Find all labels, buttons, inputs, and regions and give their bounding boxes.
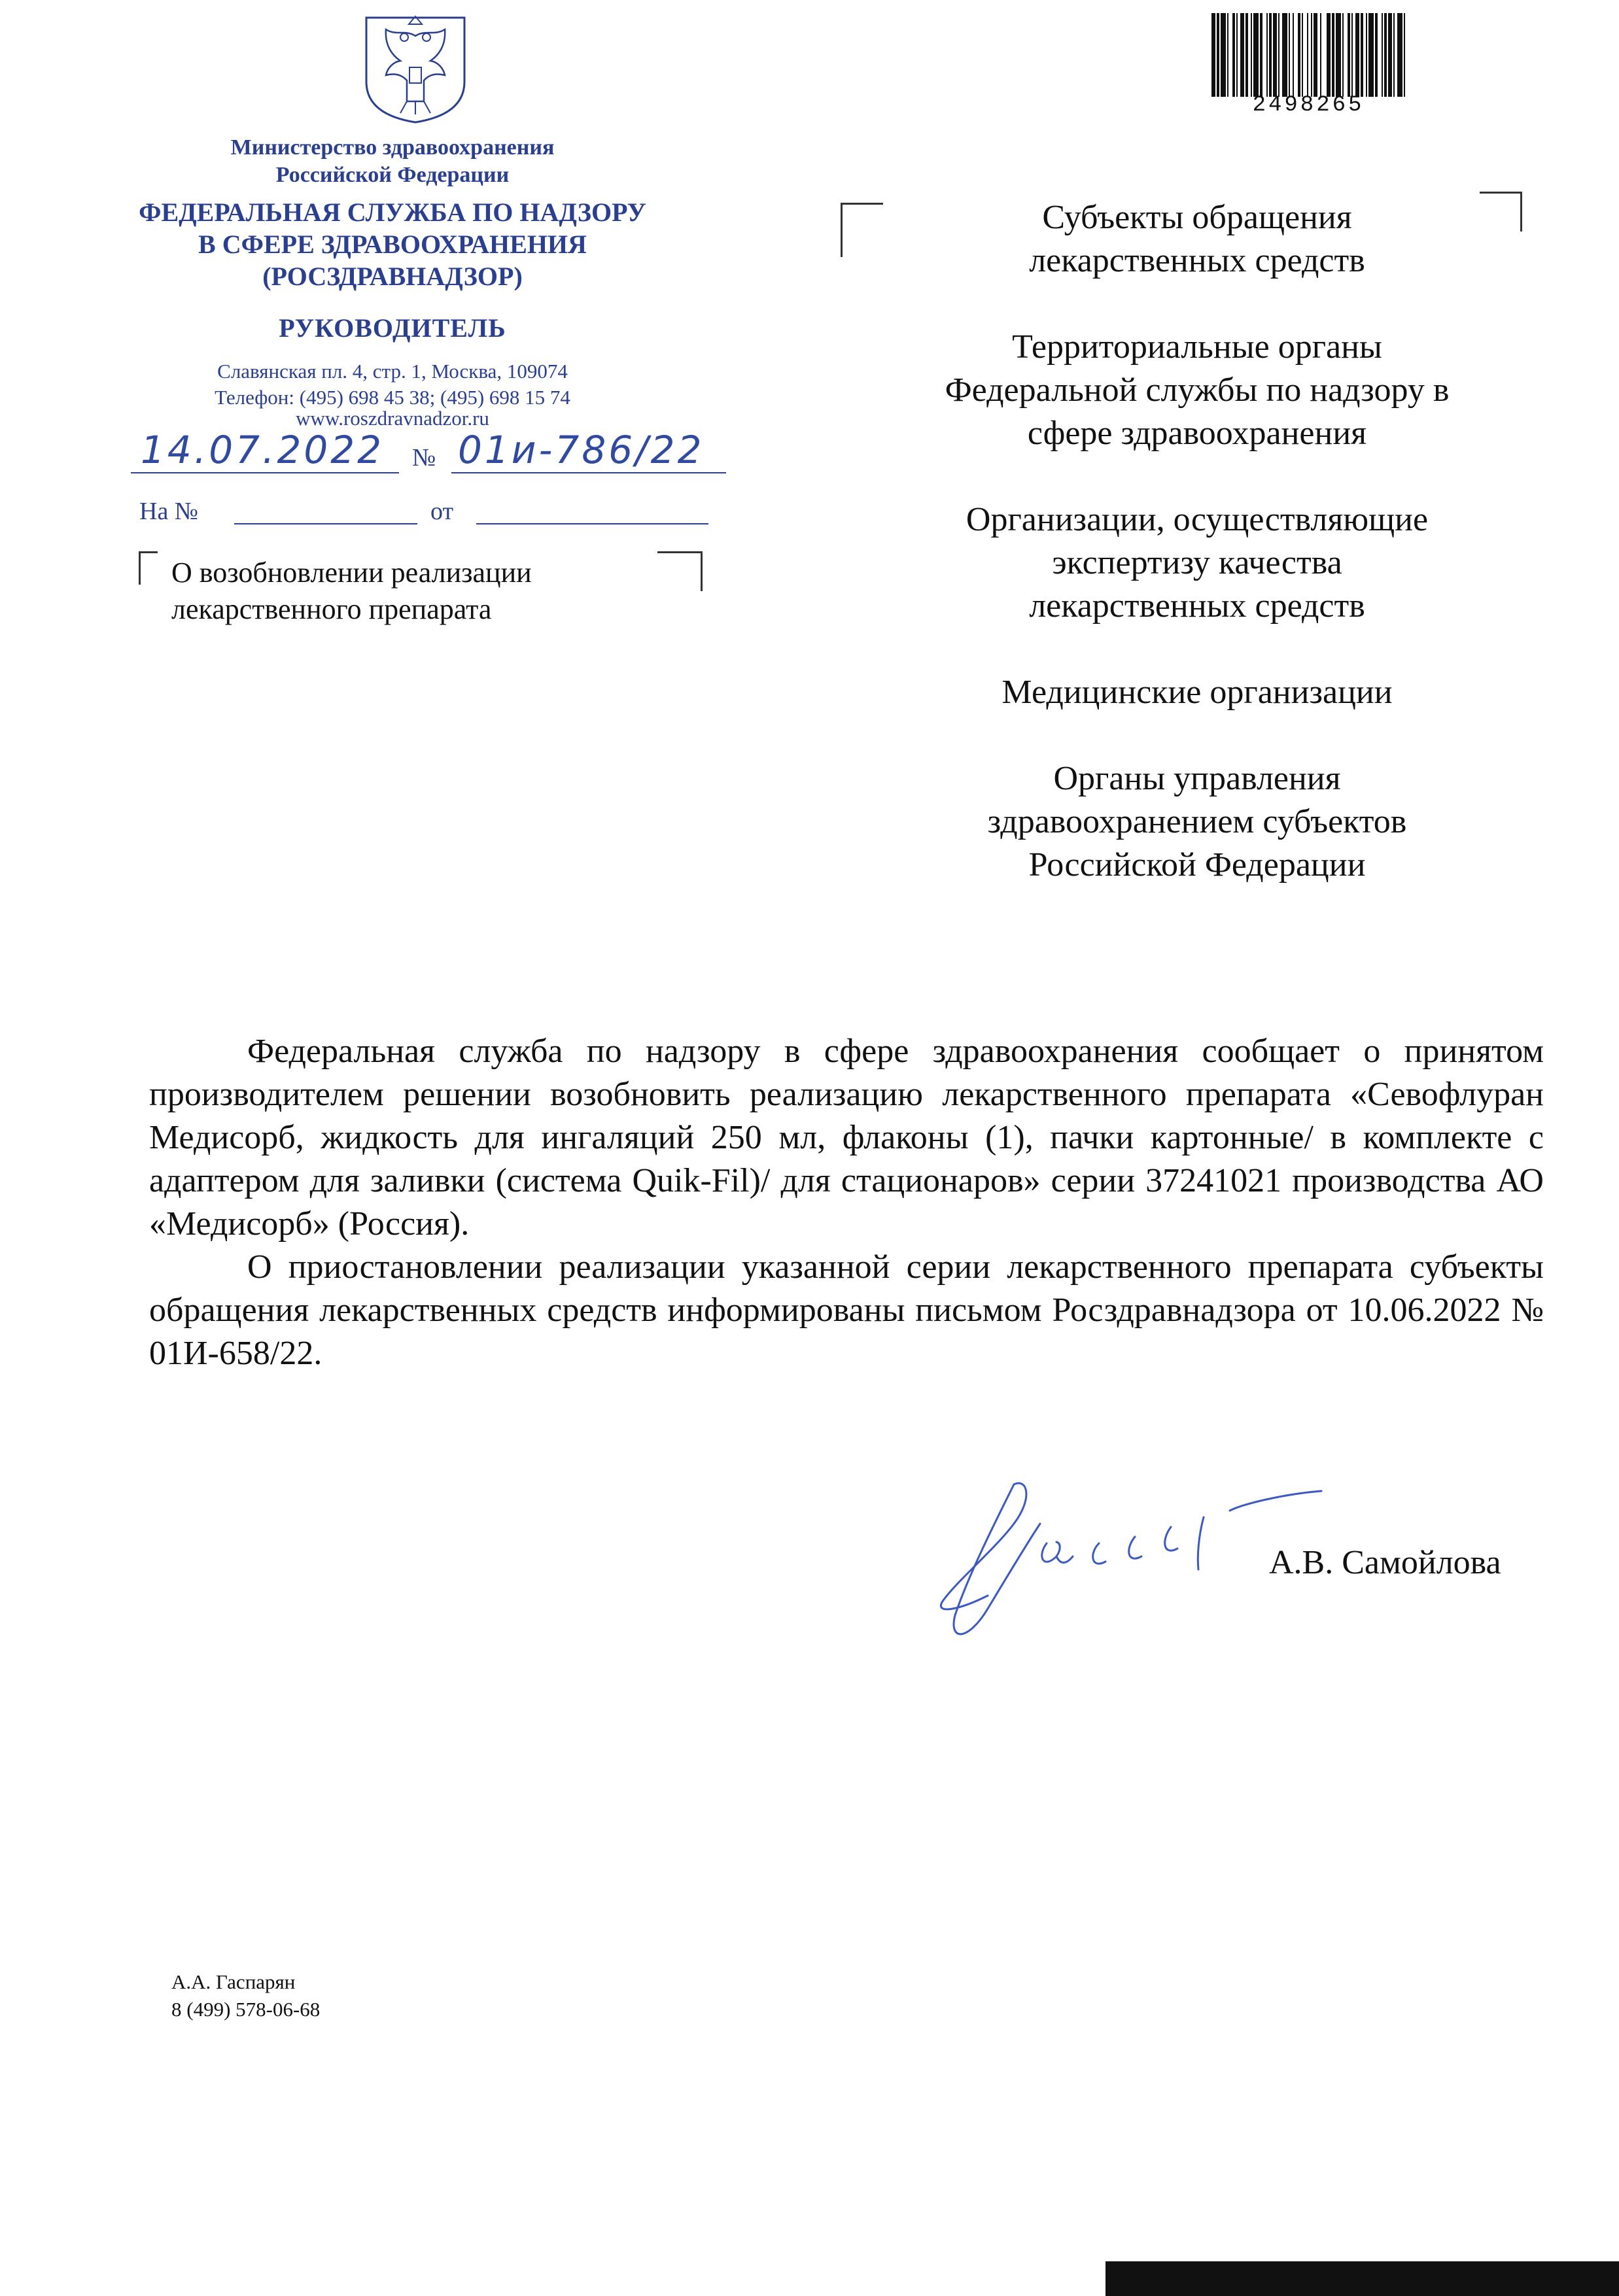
barcode-bar <box>1221 13 1226 97</box>
barcode-bar <box>1355 13 1359 97</box>
addressee-line: Медицинские организации <box>1001 674 1393 711</box>
barcode-bar <box>1293 13 1294 97</box>
barcode-bar <box>1320 13 1321 97</box>
addressee-block <box>863 196 1531 283</box>
addressee-line: здравоохранением субъектов <box>987 803 1407 840</box>
incoming-reference <box>139 497 715 530</box>
barcode-bar <box>1227 13 1228 97</box>
addressee-line: Организации, осуществляющие <box>966 501 1429 538</box>
barcode-bar <box>1393 13 1395 97</box>
barcode-bar <box>1332 13 1334 97</box>
barcode-bar <box>1232 13 1235 97</box>
body-paragraph: О приостановлении реализации указанной серии лекарственного препарата субъекты обращения лекарственных средств информированы письмом Росздравнадзора от 10.06.2022 № 01И-658/22. <box>149 1248 1544 1372</box>
barcode-bar <box>1217 13 1219 97</box>
ministry-name <box>98 134 687 189</box>
barcode-bar <box>1361 13 1363 97</box>
barcode-bar <box>1245 13 1248 97</box>
addressee-block <box>863 671 1531 714</box>
barcode-bar <box>1397 13 1402 97</box>
barcode-bar <box>1384 13 1387 97</box>
service-name <box>98 196 687 292</box>
service-line: (РОСЗДРАВНАДЗОР) <box>262 262 523 291</box>
barcode-bar <box>1348 13 1350 97</box>
barcode-bar <box>1266 13 1268 97</box>
letter-body <box>149 1030 1544 1375</box>
addressee-line: экспертизу качества <box>1052 544 1342 581</box>
addressee-line: лекарственных средств <box>1029 587 1365 625</box>
incoming-date-blank <box>476 523 708 524</box>
subject-bracket-left <box>139 551 158 585</box>
barcode-bar <box>1269 13 1272 97</box>
executor-phone: 8 (499) 578-06-68 <box>171 1998 321 2021</box>
addressee-line: Субъекты обращения <box>1042 199 1352 236</box>
subject-line: лекарственного препарата <box>171 593 492 625</box>
letterhead-contacts <box>98 358 687 411</box>
barcode-bar <box>1253 13 1259 97</box>
barcode-bar <box>1375 13 1378 97</box>
number-label: № <box>412 444 436 471</box>
executor-name: А.А. Гаспарян <box>171 1970 296 1993</box>
address: Славянская пл. 4, стр. 1, Москва, 109074 <box>217 360 568 383</box>
executor-info <box>171 1968 320 2023</box>
addressee-block <box>863 498 1531 628</box>
incoming-from-label: от <box>430 498 454 525</box>
addressee-list <box>863 196 1531 930</box>
registration-number: 01и-786/22 <box>458 428 705 472</box>
phone: Телефон: (495) 698 45 38; (495) 698 15 74 <box>215 386 570 409</box>
barcode-bar <box>1382 13 1383 97</box>
barcode-bar <box>1388 13 1392 97</box>
barcode-bar <box>1236 13 1238 97</box>
addressee-line: Территориальные органы <box>1012 328 1382 366</box>
date-underline <box>131 472 399 473</box>
subject-bracket-right <box>657 551 703 591</box>
registration-line <box>131 428 733 477</box>
addressee-line: Российской Федерации <box>1028 846 1366 883</box>
barcode-bar <box>1240 13 1244 97</box>
barcode-number: 2498265 <box>1252 93 1365 118</box>
barcode-bar <box>1342 13 1344 97</box>
barcode-bar <box>1251 13 1252 97</box>
barcode-bar <box>1404 13 1405 97</box>
barcode-bar <box>1211 13 1215 97</box>
barcode <box>1210 13 1406 98</box>
barcode-bar <box>1314 13 1317 97</box>
emblem-icon <box>360 10 471 124</box>
barcode-bar <box>1368 13 1374 97</box>
number-underline <box>451 472 726 473</box>
barcode-bar <box>1302 13 1303 97</box>
body-paragraph: Федеральная служба по надзору в сфере здравоохранения сообщает о принятом производителем решении возобновить реализацию лекарственного препарата «Севофлуран Медисорб, жидкость для ингаляций 250 мл, флаконы (1), пачки картонные/ в комплекте с адаптером для заливки (система Quik-Fil)/ для стационаров» серии 37241021 производства АО «Медисорб» (Россия). <box>149 1033 1544 1242</box>
letter-subject <box>171 555 629 628</box>
addressee-line: лекарственных средств <box>1029 242 1365 279</box>
addressee-line: Органы управления <box>1053 760 1341 797</box>
barcode-bar <box>1351 13 1353 97</box>
addressee-block <box>863 757 1531 887</box>
scan-edge-bar <box>1105 2261 1619 2296</box>
barcode-bar <box>1311 13 1312 97</box>
barcode-bar <box>1336 13 1341 97</box>
subject-line: О возобновлении реализации <box>171 557 532 589</box>
incoming-number-label: На № <box>139 498 199 525</box>
barcode-bar <box>1298 13 1300 97</box>
website-link[interactable]: www.roszdravnadzor.ru <box>296 407 489 430</box>
registration-date: 14.07.2022 <box>141 428 385 472</box>
role-title: РУКОВОДИТЕЛЬ <box>279 313 506 343</box>
addressee-block <box>863 326 1531 455</box>
incoming-number-blank <box>234 523 417 524</box>
service-line: ФЕДЕРАЛЬНАЯ СЛУЖБА ПО НАДЗОРУ <box>139 197 646 227</box>
barcode-bar <box>1289 13 1290 97</box>
barcode-bar <box>1282 13 1287 97</box>
barcode-bar <box>1273 13 1277 97</box>
ministry-line: Министерство здравоохранения <box>230 135 555 160</box>
barcode-bar <box>1327 13 1331 97</box>
addressee-line: Федеральной службы по надзору в <box>945 371 1450 409</box>
addressee-line: сфере здравоохранения <box>1027 415 1367 452</box>
barcode-bar <box>1278 13 1280 97</box>
barcode-bar <box>1307 13 1308 97</box>
ministry-line: Российской Федерации <box>275 163 510 187</box>
service-line: В СФЕРЕ ЗДРАВООХРАНЕНИЯ <box>198 230 587 259</box>
signer-name: А.В. Самойлова <box>1269 1544 1501 1581</box>
barcode-bar <box>1366 13 1367 97</box>
barcode-bar <box>1260 13 1262 97</box>
